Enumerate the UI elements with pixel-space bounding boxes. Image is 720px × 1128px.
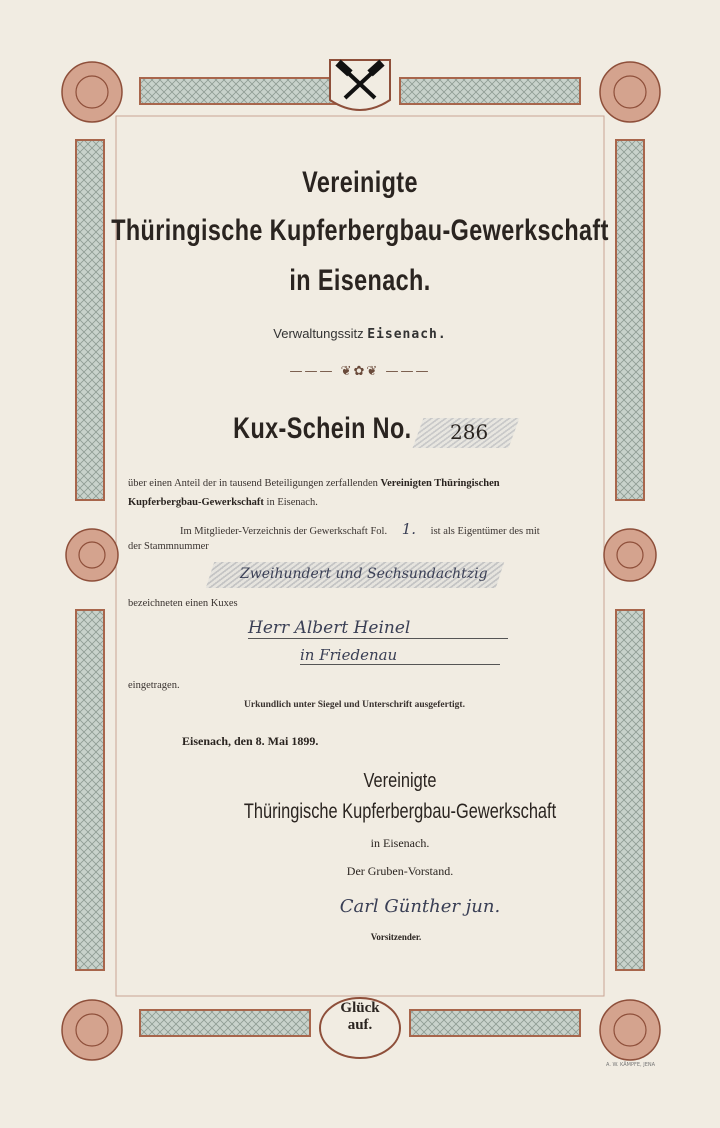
certificate-number: 286	[450, 420, 489, 444]
company-title-line2: Thüringische Kupferbergbau-Gewerkschaft	[111, 214, 609, 247]
certificate-label: Kux-Schein No.	[233, 412, 412, 445]
owner-place-handwritten: in Friedenau	[300, 646, 500, 665]
divider-ornament: ——— ❦✿❦ ———	[289, 364, 431, 379]
body-line-7: Urkundlich unter Siegel und Unterschrift ausgefertigt.	[244, 700, 465, 710]
signature-handwritten: Carl Günther jun.	[339, 896, 501, 917]
company-title-line3: in Eisenach.	[289, 264, 431, 297]
seat-city: Eisenach.	[367, 327, 447, 342]
printer-imprint: A. W. KÄMPFE, JENA	[606, 1062, 656, 1068]
signatory-role: Vorsitzender.	[370, 932, 422, 942]
footer-org-line3: in Eisenach.	[370, 836, 430, 850]
administrative-seat	[0, 326, 720, 342]
seat-label: Verwaltungssitz	[273, 326, 364, 341]
footer-org-line1: Vereinigte	[363, 770, 437, 792]
body-line-5: bezeichneten einen Kuxes	[128, 598, 238, 609]
motto-line2: auf.	[347, 1017, 373, 1033]
body-line-1: über einen Anteil der in tausend Beteiligungen zerfallenden Vereinigten Thüringischen	[128, 478, 500, 489]
owner-name-handwritten: Herr Albert Heinel	[248, 618, 508, 639]
body-line-4: der Stammnummer	[128, 541, 209, 552]
body-line-3: Im Mitglieder-Verzeichnis der Gewerkschaft Fol. 1. ist als Eigentümer des mit	[180, 520, 540, 538]
body-line-2: Kupferbergbau-Gewerkschaft in Eisenach.	[128, 497, 318, 508]
motto-line1: Glück	[340, 1000, 380, 1016]
motto-stamp	[320, 1000, 400, 1056]
board-label: Der Gruben-Vorstand.	[346, 864, 454, 878]
folio-number: 1.	[401, 520, 417, 538]
footer-org-line2: Thüringische Kupferbergbau-Gewerkschaft	[243, 800, 557, 823]
body-line-6: eingetragen.	[128, 680, 180, 691]
stammnummer-handwritten: Zweihundert und Sechsundachtzig	[240, 566, 488, 582]
issue-date: Eisenach, den 8. Mai 1899.	[182, 734, 319, 748]
company-title-line1: Vereinigte	[302, 166, 418, 199]
